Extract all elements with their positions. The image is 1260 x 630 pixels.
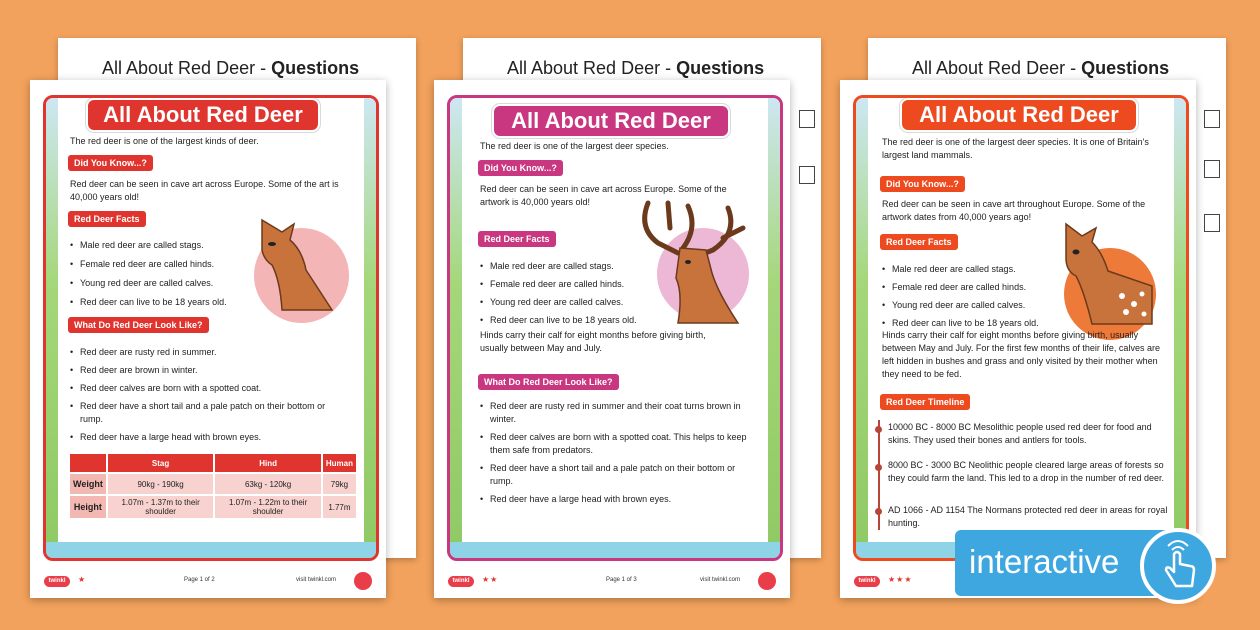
- page-title: All About Red Deer: [900, 98, 1138, 132]
- tap-hand-icon[interactable]: [1140, 528, 1216, 604]
- facts-list: [882, 260, 1057, 332]
- badge-icon: [354, 572, 372, 590]
- timeline-dot: [875, 426, 882, 433]
- list-item: • Young red deer are called calves.: [480, 293, 655, 311]
- worksheet-two-star: [434, 80, 790, 598]
- look-list: [70, 346, 345, 444]
- difficulty-stars: ★★★: [888, 575, 913, 584]
- list-item: • Red deer calves are born with a spotted coat.: [70, 382, 345, 395]
- interactive-label: interactive: [969, 543, 1120, 580]
- list-item: • Young red deer are called calves.: [70, 274, 240, 293]
- calf-icon: [1052, 216, 1162, 326]
- list-item: • Male red deer are called stags.: [480, 257, 655, 275]
- list-item: • Red deer calves are born with a spotted coat. This helps to keep them safe from predators.: [480, 431, 750, 457]
- list-item: • Male red deer are called stags.: [70, 236, 240, 255]
- facts-heading: Red Deer Facts: [880, 234, 958, 250]
- page-number: Page 1 of 2: [184, 577, 215, 583]
- difficulty-stars: ★: [78, 575, 87, 584]
- table-cell: 1.77m: [322, 495, 357, 519]
- stag-icon: [628, 198, 753, 328]
- page-title: All About Red Deer: [492, 104, 730, 138]
- hinds-text: Hinds carry their calf for eight months before giving birth, usually between May and July. For the first few months of their life, calves are left hidden in bushes and grass and only visited by their mother when they need to be fed.: [882, 330, 1160, 379]
- look-heading: What Do Red Deer Look Like?: [68, 317, 209, 333]
- table-cell: 79kg: [322, 473, 357, 495]
- list-item: • Red deer are rusty red in summer.: [70, 346, 345, 359]
- back-sheet-title: All About Red Deer - Questions: [912, 58, 1170, 78]
- table-header: Hind: [214, 453, 322, 473]
- facts-list: [70, 236, 240, 312]
- badge-icon: [758, 572, 776, 590]
- table-cell: 1.07m - 1.22m to their shoulder: [214, 495, 322, 519]
- difficulty-stars: ★★: [482, 575, 499, 584]
- back-sheet-title: All About Red Deer - Questions: [102, 58, 360, 78]
- did-you-know-heading: Did You Know...?: [68, 155, 153, 171]
- table-cell: 63kg - 120kg: [214, 473, 322, 495]
- list-item: • Male red deer are called stags.: [882, 260, 1057, 278]
- table-cell: Weight: [69, 473, 107, 495]
- list-item: • Red deer have a short tail and a pale patch on their bottom or rump.: [70, 400, 345, 426]
- timeline-item: AD 1066 - AD 1154 The Normans protected red deer in areas for royal hunting.: [888, 505, 1168, 528]
- did-you-know-text: Red deer can be seen in cave art across Europe. Some of the art is 40,000 years old!: [70, 179, 339, 202]
- intro-text: The red deer is one of the largest kinds of deer.: [70, 136, 259, 146]
- table-header: Human: [322, 453, 357, 473]
- comparison-table: [68, 452, 358, 520]
- deer-head-icon: [242, 210, 342, 320]
- intro-text: The red deer is one of the largest deer species. It is one of Britain's largest land mammals.: [882, 137, 1149, 160]
- list-item: • Red deer have a short tail and a pale patch on their bottom or rump.: [480, 462, 750, 488]
- look-heading: What Do Red Deer Look Like?: [478, 374, 619, 390]
- back-sheet-title: All About Red Deer - Questions: [507, 58, 765, 78]
- site-link: visit twinkl.com: [699, 577, 740, 583]
- list-item: • Female red deer are called hinds.: [882, 278, 1057, 296]
- look-list: [480, 400, 750, 506]
- page-footer: [44, 572, 372, 592]
- list-item: • Red deer have a large head with brown eyes.: [480, 493, 750, 506]
- twinkl-logo: twinkl: [854, 576, 880, 587]
- page-number: Page 1 of 3: [606, 577, 637, 583]
- facts-heading: Red Deer Facts: [68, 211, 146, 227]
- list-item: • Red deer have a large head with brown eyes.: [70, 431, 345, 444]
- did-you-know-heading: Did You Know...?: [478, 160, 563, 176]
- did-you-know-text: Red deer can be seen in cave art across Europe. Some of the artwork is 40,000 years old!: [480, 184, 727, 207]
- timeline-item: 10000 BC - 8000 BC Mesolithic people used red deer for food and skins. They used their bones and antlers for tools.: [888, 422, 1152, 445]
- list-item: • Female red deer are called hinds.: [480, 275, 655, 293]
- page-footer: [448, 572, 776, 592]
- timeline-dot: [875, 508, 882, 515]
- facts-heading: Red Deer Facts: [478, 231, 556, 247]
- table-header: [69, 453, 107, 473]
- site-link: visit twinkl.com: [295, 577, 336, 583]
- twinkl-logo: twinkl: [448, 576, 474, 587]
- did-you-know-heading: Did You Know...?: [880, 176, 965, 192]
- timeline-item: 8000 BC - 3000 BC Neolithic people cleared large areas of forests so they could farm the land. This led to a drop in the number of red deer.: [888, 460, 1164, 483]
- list-item: • Red deer can live to be 18 years old.: [70, 293, 240, 312]
- list-item: • Red deer can live to be 18 years old.: [480, 311, 655, 329]
- worksheet-three-star: [840, 80, 1196, 598]
- page-title: All About Red Deer: [86, 98, 320, 132]
- hinds-text: Hinds carry their calf for eight months before giving birth, usually between May and July.: [480, 330, 706, 353]
- list-item: • Red deer are rusty red in summer and their coat turns brown in winter.: [480, 400, 750, 426]
- timeline-dot: [875, 464, 882, 471]
- table-cell: 1.07m - 1.37m to their shoulder: [107, 495, 215, 519]
- worksheet-one-star: [30, 80, 386, 598]
- table-cell: 90kg - 190kg: [107, 473, 215, 495]
- table-cell: Height: [69, 495, 107, 519]
- intro-text: The red deer is one of the largest deer species.: [480, 141, 669, 151]
- did-you-know-text: Red deer can be seen in cave art throughout Europe. Some of the artwork dates from 40,000 years ago!: [882, 199, 1146, 222]
- list-item: • Red deer are brown in winter.: [70, 364, 345, 377]
- twinkl-logo: twinkl: [44, 576, 70, 587]
- list-item: • Female red deer are called hinds.: [70, 255, 240, 274]
- list-item: • Young red deer are called calves.: [882, 296, 1057, 314]
- timeline-heading: Red Deer Timeline: [880, 394, 970, 410]
- list-item: • Red deer can live to be 18 years old.: [882, 314, 1057, 332]
- table-header: Stag: [107, 453, 215, 473]
